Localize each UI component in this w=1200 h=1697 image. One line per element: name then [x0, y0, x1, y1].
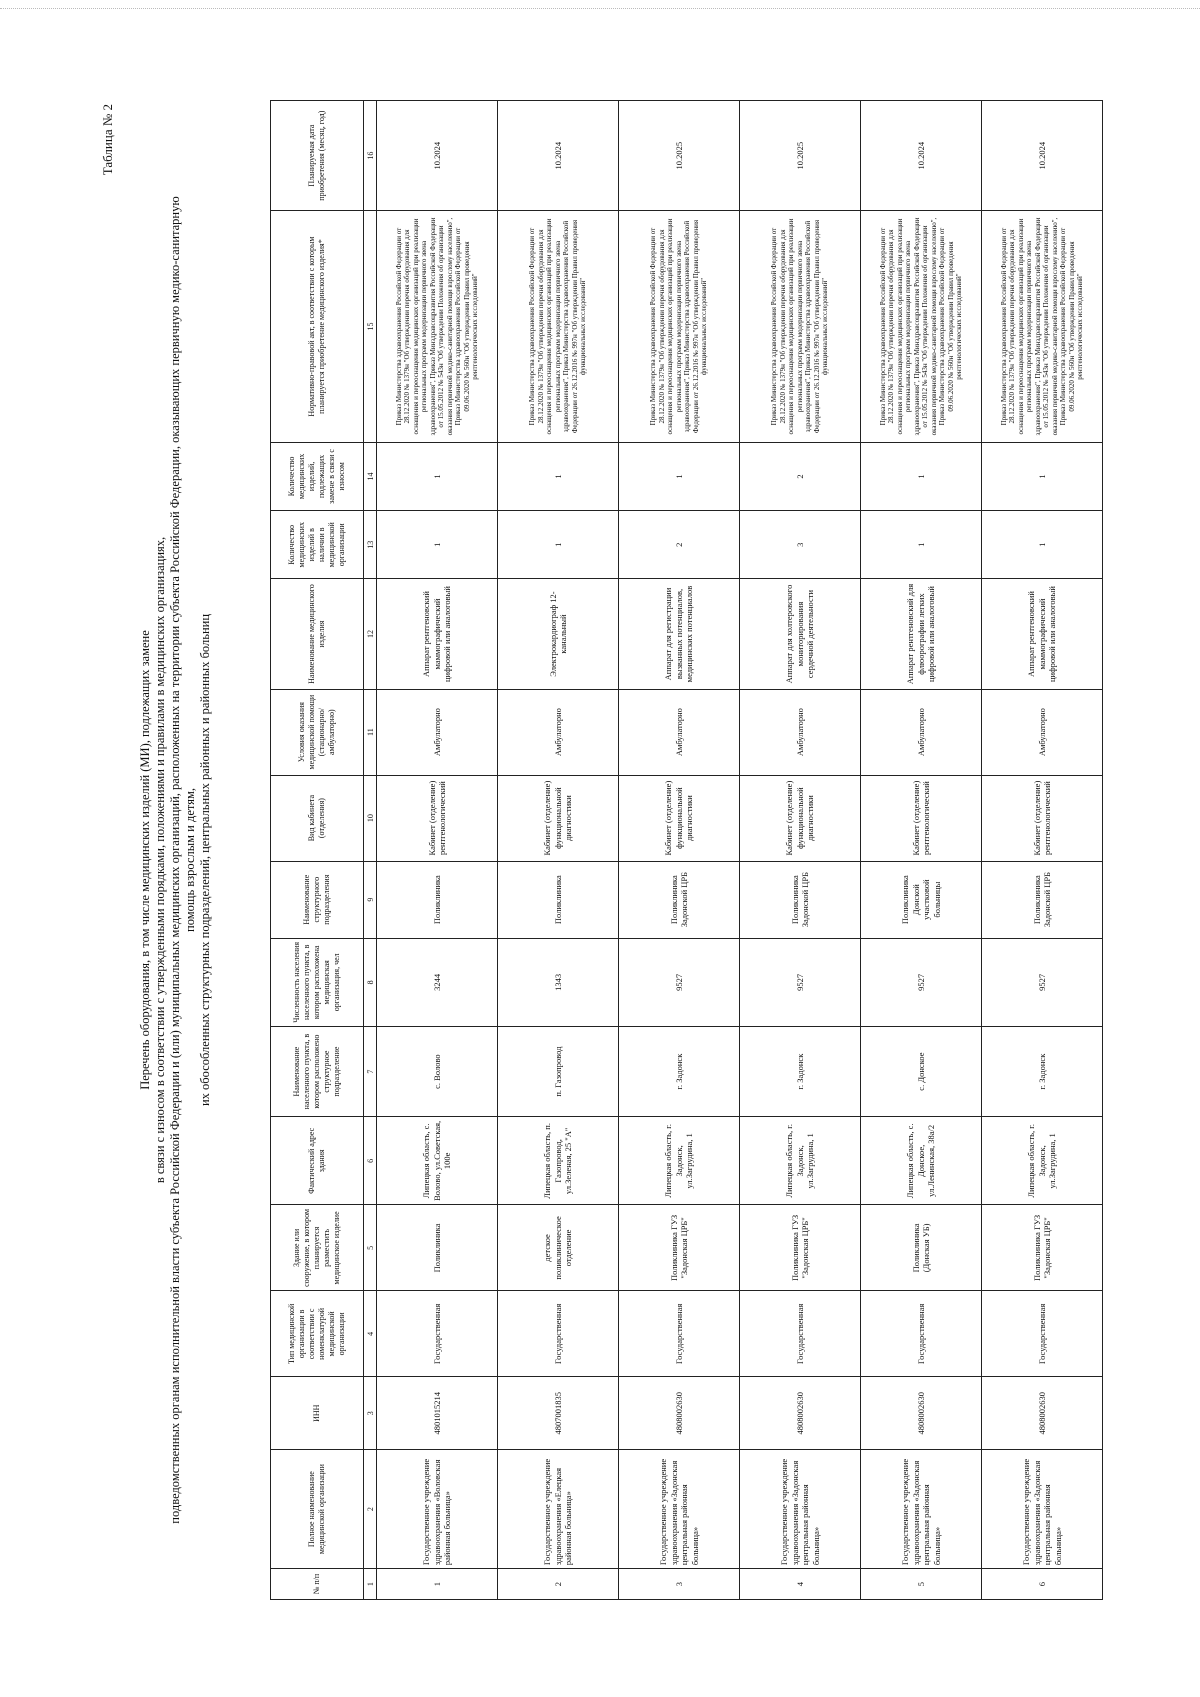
cell-qty-have: 1 — [498, 511, 619, 579]
cell-device: Аппарат рентгеновский для флюорографии легких цифровой или аналоговый — [861, 579, 982, 689]
column-number: 4 — [364, 1291, 377, 1377]
cell-type: Государственная — [377, 1291, 498, 1377]
cell-qty-have: 3 — [740, 511, 861, 579]
column-header: Нормативно-правовой акт, в соответствии с которым планируется приобретение медицинского изделия* — [271, 211, 364, 442]
cell-type: Государственная — [740, 1291, 861, 1377]
title-line: помощь взрослым и детям, — [183, 788, 197, 932]
cell-inn: 4808002630 — [740, 1377, 861, 1450]
cell-cabinet: Кабинет (отделение) функциональной диагностики — [740, 775, 861, 861]
cell-address: Липецкая область, с. Волово, ул.Советская, 100е — [377, 1117, 498, 1205]
cell-unit: Поликлиника — [498, 861, 619, 938]
cell-unit: Поликлиника — [377, 861, 498, 938]
cell-basis: Приказ Министерства здравоохранения Российской Федерации от 28.12.2020 № 1379н "Об утверждении перечня оборудования для оснащения и переоснащения медицинских организаций при реализации региональных программ модернизации первичного звена здравоохранения", Приказ Минздравсоцразвития Российской Федерации от 15.05.2012 № 543н "Об утверждении Положения об организации оказания первичной медико-санитарной помощи взрослому населению", Приказ Министерства здравоохранения Российской Федерации от 09.06.2020 № 560н "Об утверждении Правил проведения рентгенологических исследований" — [377, 211, 498, 442]
equipment-table — [270, 100, 1103, 1600]
cell-building: детское поликлиническое отделение — [498, 1205, 619, 1291]
cell-conditions: Амбулаторно — [498, 689, 619, 775]
cell-basis: Приказ Министерства здравоохранения Российской Федерации от 28.12.2020 № 1379н "Об утверждении перечня оборудования для оснащения и переоснащения медицинских организаций при реализации региональных программ модернизации первичного звена здравоохранения", Приказ Министерства здравоохранения Российской Федерации от 26.12.2016 № 997н "Об утверждении Правил проведения функциональных исследований" — [740, 211, 861, 442]
cell-building: Поликлиника — [377, 1205, 498, 1291]
cell-type: Государственная — [619, 1291, 740, 1377]
cell-qty-replace: 1 — [498, 442, 619, 510]
cell-address: Липецкая область, г. Задонск, ул.Загрудина, 1 — [619, 1117, 740, 1205]
column-header: Количество медицинских изделий в наличии в медицинской организации — [271, 511, 364, 579]
column-header: № п/п — [271, 1569, 364, 1600]
cell-population: 1343 — [498, 938, 619, 1026]
cell-type: Государственная — [982, 1291, 1103, 1377]
cell-unit: Поликлиника Задонской ЦРБ — [619, 861, 740, 938]
column-number: 5 — [364, 1205, 377, 1291]
column-number: 2 — [364, 1450, 377, 1569]
cell-inn: 4801015214 — [377, 1377, 498, 1450]
cell-locality: с. Донское — [861, 1026, 982, 1116]
cell-population: 9527 — [861, 938, 982, 1026]
cell-conditions: Амбулаторно — [861, 689, 982, 775]
cell-device: Электрокардиограф 12-канальный — [498, 579, 619, 689]
cell-cabinet: Кабинет (отделение) рентгенологический — [861, 775, 982, 861]
cell-basis: Приказ Министерства здравоохранения Российской Федерации от 28.12.2020 № 1379н "Об утверждении перечня оборудования для оснащения и переоснащения медицинских организаций при реализации региональных программ модернизации первичного звена здравоохранения", Приказ Минздравсоцразвития Российской Федерации от 15.05.2012 № 543н "Об утверждении Положения об организации оказания первичной медико-санитарной помощи взрослому населению", Приказ Министерства здравоохранения Российской Федерации от 09.06.2020 № 560н "Об утверждении Правил проведения рентгенологических исследований" — [982, 211, 1103, 442]
column-number: 14 — [364, 442, 377, 510]
cell-conditions: Амбулаторно — [982, 689, 1103, 775]
title-line: Перечень оборудования, в том числе медицинских изделий (МИ), подлежащих замене — [138, 630, 152, 1090]
column-header: Наименование структурного подразделения — [271, 861, 364, 938]
cell-inn: 4807001835 — [498, 1377, 619, 1450]
cell-num: 5 — [861, 1569, 982, 1600]
cell-qty-replace: 1 — [982, 442, 1103, 510]
cell-date: 10.2024 — [498, 101, 619, 211]
cell-num: 3 — [619, 1569, 740, 1600]
cell-qty-have: 2 — [619, 511, 740, 579]
cell-inn: 4808002630 — [619, 1377, 740, 1450]
cell-address: Липецкая область, г. Задонск, ул.Загрудина, 1 — [740, 1117, 861, 1205]
cell-qty-have: 1 — [377, 511, 498, 579]
cell-locality: с. Волово — [377, 1026, 498, 1116]
cell-cabinet: Кабинет (отделение) рентгенологический — [377, 775, 498, 861]
page-top-border — [0, 8, 1200, 9]
cell-qty-replace: 1 — [619, 442, 740, 510]
cell-address: Липецкая область, с. Донское, ул.Ленинская, 38а/2 — [861, 1117, 982, 1205]
cell-device: Аппарат для холтеровского мониторирования сердечной деятельности — [740, 579, 861, 689]
cell-inn: 4808002630 — [982, 1377, 1103, 1450]
column-number: 3 — [364, 1377, 377, 1450]
cell-cabinet: Кабинет (отделение) функциональной диагностики — [498, 775, 619, 861]
cell-locality: п. Газопровод — [498, 1026, 619, 1116]
cell-basis: Приказ Министерства здравоохранения Российской Федерации от 28.12.2020 № 1379н "Об утверждении перечня оборудования для оснащения и переоснащения медицинских организаций при реализации региональных программ модернизации первичного звена здравоохранения", Приказ Минздравсоцразвития Российской Федерации от 15.05.2012 № 543н "Об утверждении Положения об организации оказания первичной медико-санитарной помощи взрослому населению", Приказ Министерства здравоохранения Российской Федерации от 09.06.2020 № 560н "Об утверждении Правил проведения рентгенологических исследований" — [861, 211, 982, 442]
column-header: Здание или сооружение, в котором планируется разместить медицинское изделие — [271, 1205, 364, 1291]
cell-qty-have: 1 — [982, 511, 1103, 579]
column-header: Планируемая дата приобретения (месяц, год) — [271, 101, 364, 211]
cell-conditions: Амбулаторно — [619, 689, 740, 775]
cell-num: 1 — [377, 1569, 498, 1600]
cell-date: 10.2024 — [861, 101, 982, 211]
cell-building: Поликлиника ГУЗ "Задонская ЦРБ" — [619, 1205, 740, 1291]
column-number: 11 — [364, 689, 377, 775]
column-number: 1 — [364, 1569, 377, 1600]
cell-qty-replace: 2 — [740, 442, 861, 510]
column-number: 12 — [364, 579, 377, 689]
cell-org: Государственное учреждение здравоохранения «Задонская центральная районная больница» — [861, 1450, 982, 1569]
cell-org: Государственное учреждение здравоохранения «Елецкая районная больница» — [498, 1450, 619, 1569]
title-line: в связи с износом в соответствии с утвержденными порядками, положениями и правилами в медицинских организациях, — [153, 536, 167, 1184]
cell-building: Поликлиника ГУЗ "Задонская ЦРБ" — [982, 1205, 1103, 1291]
cell-address: Липецкая область, г. Задонск, ул.Загрудина, 1 — [982, 1117, 1103, 1205]
cell-type: Государственная — [498, 1291, 619, 1377]
column-header: Тип медицинской организации в соответствии с номенклатурой медицинской организации — [271, 1291, 364, 1377]
cell-device: Аппарат рентгеновский маммографический цифровой или аналоговый — [377, 579, 498, 689]
column-number: 9 — [364, 861, 377, 938]
rotated-document-sheet — [40, 100, 1170, 1620]
column-number: 7 — [364, 1026, 377, 1116]
cell-inn: 4808002630 — [861, 1377, 982, 1450]
cell-building: Поликлиника ГУЗ "Задонская ЦРБ" — [740, 1205, 861, 1291]
cell-building: Поликлиника (Донская УБ) — [861, 1205, 982, 1291]
column-header: Наименование населенного пункта, в котором расположено структурное подразделение — [271, 1026, 364, 1116]
table-row — [498, 101, 619, 1600]
column-header: Вид кабинета (отделения) — [271, 775, 364, 861]
column-number: 16 — [364, 101, 377, 211]
cell-qty-replace: 1 — [377, 442, 498, 510]
cell-cabinet: Кабинет (отделение) рентгенологический — [982, 775, 1103, 861]
cell-org: Государственное учреждение здравоохранения «Воловская районная больница» — [377, 1450, 498, 1569]
cell-unit: Поликлиника Донской участковой больницы — [861, 861, 982, 938]
cell-org: Государственное учреждение здравоохранения «Задонская центральная районная больница» — [740, 1450, 861, 1569]
cell-device: Аппарат для регистрации вызванных потенциалов, медицинских потенциалов — [619, 579, 740, 689]
cell-population: 9527 — [740, 938, 861, 1026]
cell-date: 10.2025 — [740, 101, 861, 211]
cell-locality: г. Задонск — [982, 1026, 1103, 1116]
column-header: ИНН — [271, 1377, 364, 1450]
document-title — [138, 100, 213, 1620]
table-row — [619, 101, 740, 1600]
cell-type: Государственная — [861, 1291, 982, 1377]
title-line: подведомственных органам исполнительной власти субъекта Российской Федерации и (или) муниципальных медицинских организаций, расположенных на территории субъекта Российской Федерации, оказывающих первичную медико-санитарную — [168, 196, 182, 1524]
cell-date: 10.2024 — [377, 101, 498, 211]
cell-num: 2 — [498, 1569, 619, 1600]
cell-org: Государственное учреждение здравоохранения «Задонская центральная районная больница» — [982, 1450, 1103, 1569]
cell-locality: г. Задонск — [740, 1026, 861, 1116]
cell-population: 9527 — [619, 938, 740, 1026]
cell-num: 6 — [982, 1569, 1103, 1600]
cell-num: 4 — [740, 1569, 861, 1600]
table-row — [377, 101, 498, 1600]
column-header: Количество медицинских изделий, подлежащих замене в связи с износом — [271, 442, 364, 510]
cell-address: Липецкая область, п. Газопровод, ул.Зеленая, 25 "А" — [498, 1117, 619, 1205]
cell-qty-have: 1 — [861, 511, 982, 579]
cell-device: Аппарат рентгеновский маммографический цифровой или аналоговый — [982, 579, 1103, 689]
cell-population: 9527 — [982, 938, 1103, 1026]
column-header: Фактический адрес здания — [271, 1117, 364, 1205]
table-row — [740, 101, 861, 1600]
table-header-row — [271, 101, 364, 1600]
cell-date: 10.2024 — [982, 101, 1103, 211]
column-number: 13 — [364, 511, 377, 579]
column-header: Наименование медицинского изделия — [271, 579, 364, 689]
cell-cabinet: Кабинет (отделение) функциональной диагностики — [619, 775, 740, 861]
cell-conditions: Амбулаторно — [740, 689, 861, 775]
cell-conditions: Амбулаторно — [377, 689, 498, 775]
title-line: их обособленных структурных подразделений, центральных районных и районных больниц — [198, 613, 212, 1107]
column-header: Условия оказания медицинской помощи (стационарно/амбулаторно) — [271, 689, 364, 775]
cell-population: 3244 — [377, 938, 498, 1026]
cell-unit: Поликлиника Задонской ЦРБ — [740, 861, 861, 938]
cell-basis: Приказ Министерства здравоохранения Российской Федерации от 28.12.2020 № 1379н "Об утверждении перечня оборудования для оснащения и переоснащения медицинских организаций при реализации региональных программ модернизации первичного звена здравоохранения", Приказ Министерства здравоохранения Российской Федерации от 26.12.2016 № 997н "Об утверждении Правил проведения функциональных исследований" — [619, 211, 740, 442]
column-number: 8 — [364, 938, 377, 1026]
cell-qty-replace: 1 — [861, 442, 982, 510]
cell-org: Государственное учреждение здравоохранения «Задонская центральная районная больница» — [619, 1450, 740, 1569]
cell-locality: г. Задонск — [619, 1026, 740, 1116]
table-row — [861, 101, 982, 1600]
table-row — [982, 101, 1103, 1600]
cell-basis: Приказ Министерства здравоохранения Российской Федерации от 28.12.2020 № 1379н "Об утверждении перечня оборудования для оснащения и переоснащения медицинских организаций при реализации региональных программ модернизации первичного звена здравоохранения", Приказ Министерства здравоохранения Российской Федерации от 26.12.2016 № 997н "Об утверждении Правил проведения функциональных исследований" — [498, 211, 619, 442]
column-header: Полное наименование медицинской организации — [271, 1450, 364, 1569]
column-header: Численность населения населенного пункта, в котором расположена медицинская организация, чел — [271, 938, 364, 1026]
column-number: 6 — [364, 1117, 377, 1205]
table-label: Таблица № 2 — [100, 104, 115, 176]
cell-unit: Поликлиника Задонской ЦРБ — [982, 861, 1103, 938]
column-number: 15 — [364, 211, 377, 442]
cell-date: 10.2025 — [619, 101, 740, 211]
column-number: 10 — [364, 775, 377, 861]
column-number-row — [364, 101, 377, 1600]
